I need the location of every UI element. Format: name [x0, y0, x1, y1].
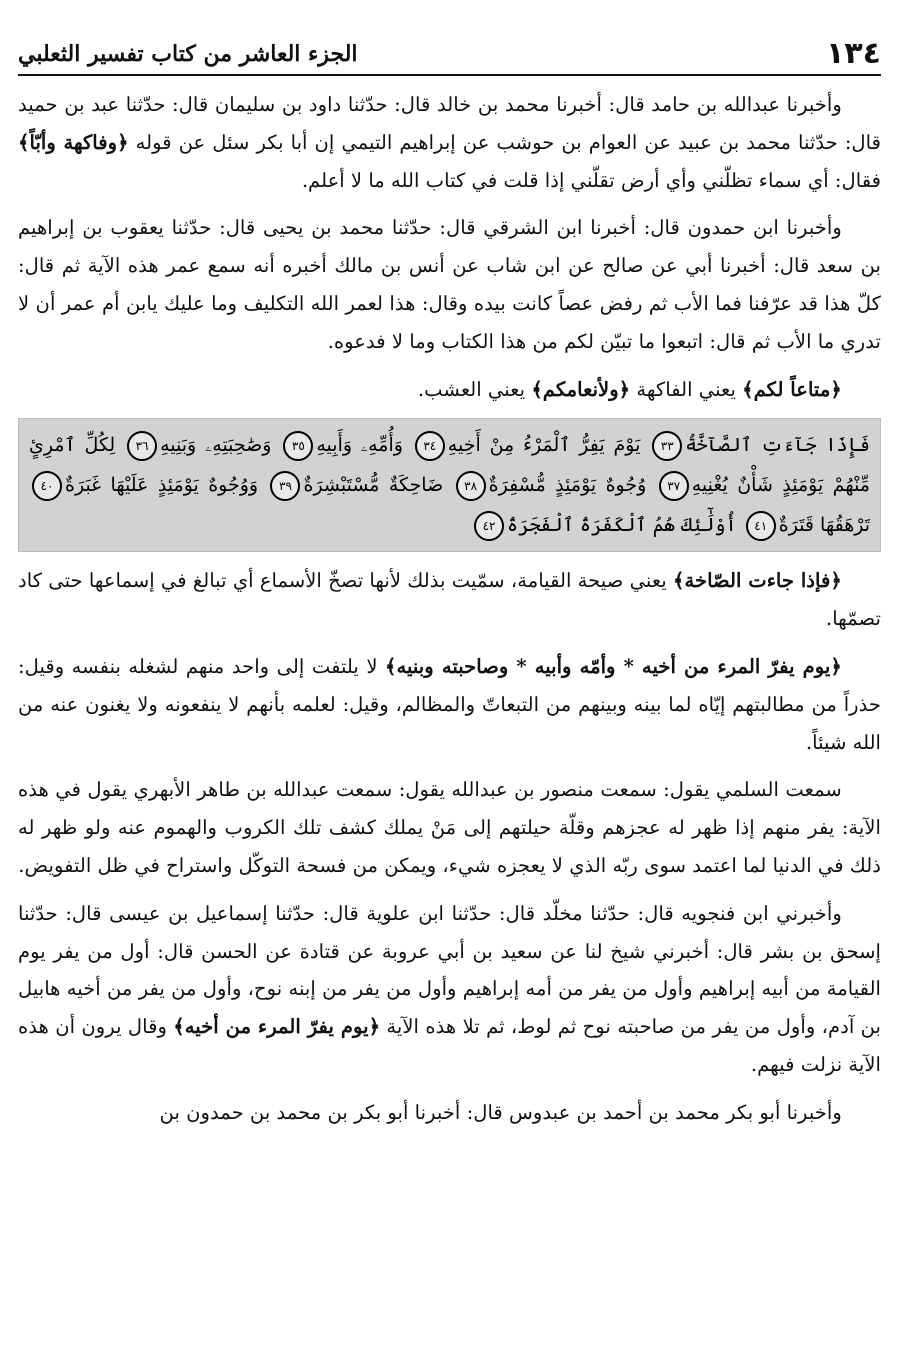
text-paragraph — [18, 86, 881, 199]
paragraph-text: لا يلتفت إلى واحد منهم لشغله بنفسه وقيل: حذراً من مطالبتهم إيّاه لما بينه وبينهم من التبعاتّ والمظالم، وقيل: لعلمه بأنهم لا ينفعونه ولا يغنون عنه من الله شيئاً. — [18, 654, 881, 754]
verse-number-badge: ٣٨ — [456, 471, 486, 501]
paragraphs-after-quran — [18, 562, 881, 1131]
quran-quote: ﴿متاعاً لكم﴾ — [742, 377, 842, 401]
paragraph-text: وأخبرني ابن فنجويه قال: حدّثنا مخلّد قال: حدّثنا ابن علوية قال: حدّثنا إسماعيل بن عيسى قال: حدّثنا إسحق بن بشر قال: أخبرني شيخ لنا عن سعيد بن أبي عروبة عن قتادة عن الحسن قال: أول من يفر يوم القيامة من أبيه إبراهيم وأول من يفر من أمه إبراهيم وأول من يفر من إبنه نوح، وأول من يفر من أخيه هابيل بن آدم، وأول من يفر من صاحبته نوح ثم لوط، ثم تلا هذه الآية — [18, 901, 881, 1039]
page-number: ١٣٤ — [826, 36, 881, 71]
text-paragraph — [18, 895, 881, 1084]
text-paragraph — [18, 209, 881, 360]
quran-verse-text: ضَاحِكَةٌ مُّسْتَبْشِرَةٌ — [303, 474, 444, 497]
quran-verse-text: يَوْمَ يَفِرُّ ٱلْمَرْءُ مِنْ أَخِيهِ — [447, 434, 641, 457]
paragraph-text: وأخبرنا عبدالله بن حامد قال: أخبرنا محمد بن خالد قال: حدّثنا داود بن سليمان قال: حدّثنا عبد بن حميد قال: حدّثنا محمد بن عبيد عن العوام بن حوشب عن إبراهيم التيمي إن أبا بكر سئل عن قوله — [18, 93, 881, 154]
quran-verse-text: وَصَٰحِبَتِهِۦ وَبَنِيهِ — [160, 434, 272, 457]
text-paragraph — [18, 562, 881, 638]
quran-verse-text: فَإِذَا جَآءَتِ ٱلصَّآخَّةُ — [685, 434, 870, 457]
verse-number-badge: ٤٠ — [32, 471, 62, 501]
text-paragraph — [18, 771, 881, 884]
quran-verse-text: وَوُجُوهٌ يَوْمَئِذٍ عَلَيْهَا غَبَرَةٌ — [65, 474, 259, 497]
paragraph-text: سمعت السلمي يقول: سمعت منصور بن عبدالله يقول: سمعت عبدالله بن طاهر الأبهري يقول في هذه الآية: يفر منهم إذا ظهر له عجزهم وقلّة حيلتهم إلى مَنْ يملك كشف تلك الكروب والهموم عنه ولو ظهر له ذلك في الدنيا لما اعتمد سوى ربّه الذي لا يعجزه شيء، ويمكن من فسحة التوكّل واستراح في ظل التفويض. — [18, 778, 881, 877]
verse-number-badge: ٣٧ — [659, 471, 689, 501]
quran-quote: ﴿يوم يفرّ المرء من أخيه﴾ — [173, 1015, 381, 1039]
verse-number-badge: ٣٩ — [270, 471, 300, 501]
paragraph-text: وقال يرون أن هذه الآية نزلت فيهم. — [18, 1015, 881, 1076]
quran-quote: ﴿يوم يفرّ المرء من أخيه * وأمّه وأبيه * وصاحبته وبنيه﴾ — [385, 654, 842, 678]
verse-number-badge: ٣٣ — [652, 431, 682, 461]
quran-verse-text: لِكُلِّ ٱمْرِئٍ مِّنْهُمْ يَوْمَئِذٍ شَأْنٌ يُغْنِيهِ — [29, 434, 870, 497]
running-title: الجزء العاشر من كتاب تفسير الثعلبي — [18, 41, 358, 67]
paragraph-text: وأخبرنا ابن حمدون قال: أخبرنا ابن الشرقي قال: حدّثنا محمد بن يحيى قال: حدّثنا يعقوب بن إبراهيم بن سعد قال: أخبرنا أبي عن صالح عن ابن شاب عن أنس بن مالك أخبره أنه سمع عمر هذه الآية ثم قال: كلّ هذا قد عرّفنا فما الأب ثم رفض عصاً كانت بيده وقال: هذا لعمر الله التكليف وما عليك يابن أم عمر أن لا تدري ما الأب ثم قال: اتبعوا ما تبيّن لكم من هذا الكتاب وما لا فدعوه. — [18, 216, 881, 353]
paragraph-text: يعني صيحة القيامة، سمّيت بذلك لأنها تصخّ الأسماع أي تبالغ في إسماعها حتى كاد تصمّها. — [18, 569, 881, 631]
text-paragraph — [18, 371, 881, 409]
quran-verse-text: وُجُوهٌ يَوْمَئِذٍ مُّسْفِرَةٌ — [488, 474, 647, 497]
paragraph-text: يعني العشب. — [417, 377, 532, 401]
text-paragraph — [18, 648, 881, 761]
quran-quote: ﴿وفاكهة وأبّاً﴾ — [18, 130, 129, 154]
verse-number-badge: ٣٤ — [415, 431, 445, 461]
page-header — [18, 30, 881, 76]
verse-number-badge: ٤٢ — [474, 511, 504, 541]
paragraph-text: يعني الفاكهة — [630, 377, 743, 401]
page-body — [18, 86, 881, 1142]
verse-number-badge: ٤١ — [746, 511, 776, 541]
verse-number-badge: ٣٥ — [283, 431, 313, 461]
quran-verse-text: أُوْلَٰٓئِكَ هُمُ ٱلْكَفَرَةُ ٱلْفَجَرَةُ — [507, 514, 737, 537]
quran-verses-box — [18, 418, 881, 552]
paragraph-text: فقال: أي سماء تظلّني وأي أرض تقلّني إذا قلت في كتاب الله ما لا أعلم. — [301, 168, 881, 192]
quran-quote: ﴿فإذا جاءت الصّاخة﴾ — [672, 569, 842, 593]
paragraphs-before-quran — [18, 86, 881, 408]
paragraph-text: وأخبرنا أبو بكر محمد بن أحمد بن عبدوس قال: أخبرنا أبو بكر بن محمد بن حمدون بن — [159, 1100, 842, 1124]
quran-verse-text: تَرْهَقُهَا قَتَرَةٌ — [778, 514, 870, 537]
verse-number-badge: ٣٦ — [127, 431, 157, 461]
quran-quote: ﴿ولأنعامكم﴾ — [531, 377, 631, 401]
text-paragraph — [18, 1094, 881, 1132]
quran-verse-text: وَأُمِّهِۦ وَأَبِيهِ — [316, 434, 403, 457]
